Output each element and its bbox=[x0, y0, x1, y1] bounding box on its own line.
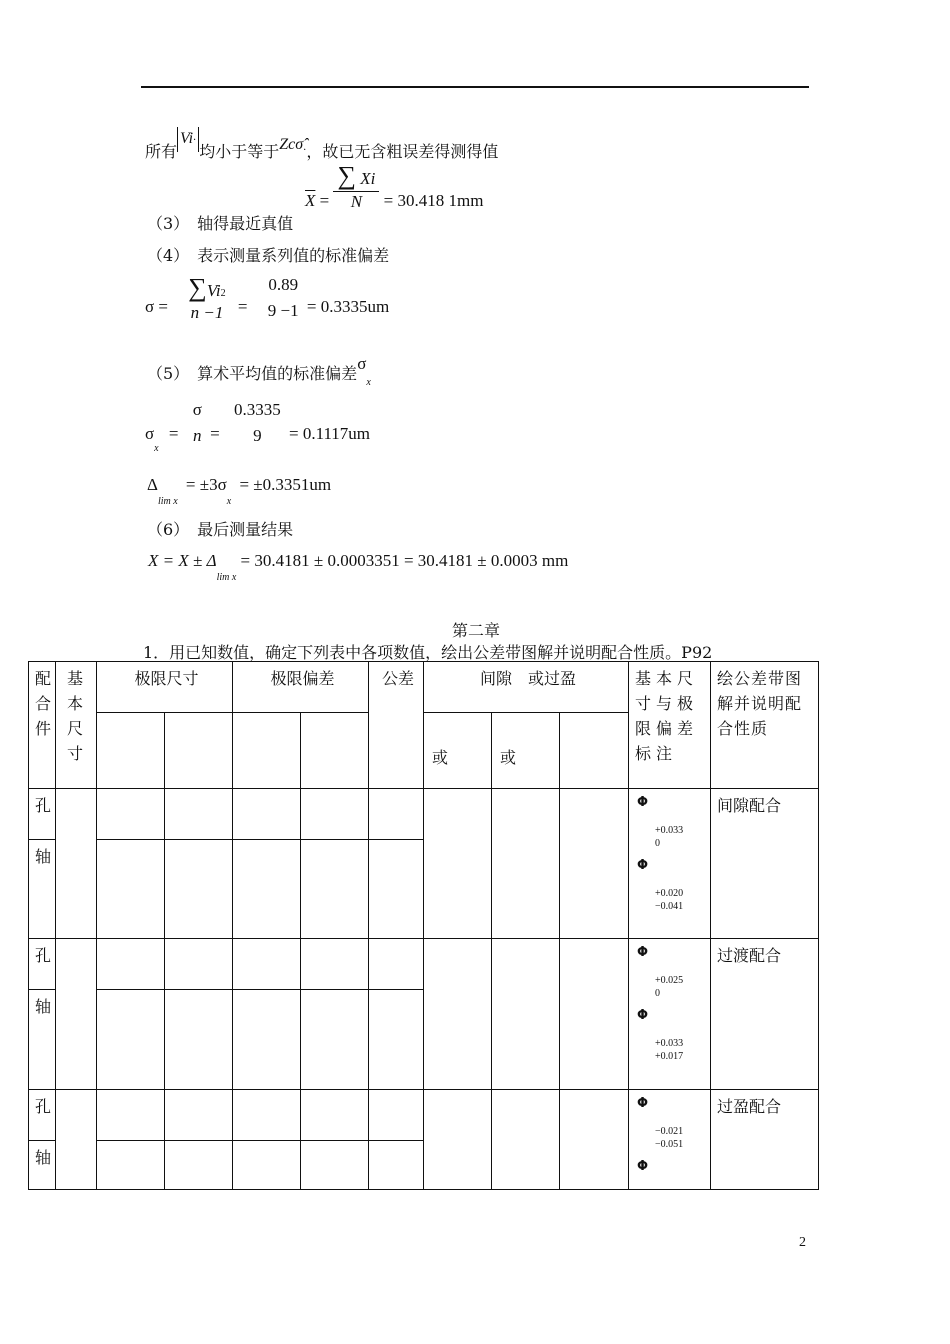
cell-blank bbox=[424, 939, 492, 1090]
fit-table bbox=[28, 661, 819, 1190]
mean-sum: ∑ bbox=[337, 161, 357, 190]
sigma-num2: 0.89 bbox=[268, 275, 299, 294]
delta-formula bbox=[147, 475, 332, 507]
vi-symbol: Vi bbox=[180, 130, 194, 147]
header-clearance: 间隙 或过盈 bbox=[424, 662, 629, 713]
shaft-upper-dev: +0.033 bbox=[655, 1038, 684, 1049]
shaft-label: 轴 bbox=[29, 990, 56, 1090]
shaft-upper-dev: +0.020 bbox=[655, 888, 684, 899]
question: 1．用已知数值，确定下列表中各项数值，绘出公差带图解并说明配合性质。P92 bbox=[143, 643, 713, 662]
cell-blank bbox=[424, 1090, 492, 1190]
cell-blank bbox=[301, 1090, 369, 1141]
cell-blank bbox=[97, 939, 165, 990]
delta-sub: lim x bbox=[157, 496, 178, 507]
result-text-2: = 30.4181 ± 0.0003351 = 30.4181 ± 0.0003 mm bbox=[240, 551, 569, 570]
sigmax-frac-2 bbox=[230, 400, 285, 446]
hole-upper-dev: +0.033 bbox=[655, 825, 684, 836]
cell-blank bbox=[233, 713, 301, 789]
cell-blank bbox=[165, 939, 233, 990]
sigma-x-formula bbox=[145, 400, 371, 454]
step-3: （3） 轴得最近真值 bbox=[147, 214, 294, 233]
sigmax-frac-1 bbox=[189, 400, 206, 446]
cell-blank bbox=[97, 789, 165, 840]
fit-type: 过盈配合 bbox=[711, 1090, 819, 1190]
header-tolerance: 公差 bbox=[369, 662, 424, 789]
sigma-den2: 9 −1 bbox=[267, 301, 299, 320]
hole-label: 孔 bbox=[29, 789, 56, 840]
cell-blank bbox=[301, 1141, 369, 1190]
sigma-sum: ∑ bbox=[188, 273, 207, 302]
delta-mid-sub: x bbox=[226, 496, 232, 507]
cell-blank bbox=[97, 713, 165, 789]
step-4: （4） 表示测量系列值的标准偏差 bbox=[147, 246, 390, 265]
intro-suffix: ，故已无含粗误差得测得值 bbox=[306, 142, 499, 161]
mean-den: N bbox=[350, 192, 363, 211]
fit-type: 间隙配合 bbox=[711, 789, 819, 939]
hole-upper-dev: +0.025 bbox=[655, 975, 684, 986]
sigma-rhs: = 0.3335um bbox=[306, 296, 390, 316]
cell-blank bbox=[165, 840, 233, 939]
header-annotation: 基本尺寸与极限偏差标注 bbox=[629, 662, 711, 789]
cell-blank bbox=[233, 939, 301, 990]
intro-prefix: 所有 bbox=[145, 142, 178, 161]
result-text-1: X = X ± Δ bbox=[148, 551, 217, 570]
cell-blank bbox=[97, 990, 165, 1090]
cell-blank bbox=[560, 789, 629, 939]
sigmax-sub: x bbox=[154, 442, 159, 454]
header-basic: 基本尺寸 bbox=[56, 662, 97, 789]
sigma-lhs: σ = bbox=[145, 296, 169, 316]
phi-shaft: Φ bbox=[637, 858, 649, 873]
annotation-cell bbox=[629, 1090, 711, 1190]
shaft-label: 轴 bbox=[29, 1141, 56, 1190]
sigmax-rhs: = 0.1117um bbox=[288, 423, 371, 443]
sigma-eq: = bbox=[237, 296, 248, 316]
cell-blank bbox=[301, 789, 369, 840]
result-formula bbox=[148, 551, 569, 583]
cell-blank bbox=[165, 1090, 233, 1141]
cell-blank bbox=[233, 1141, 301, 1190]
page-number: 2 bbox=[799, 1235, 806, 1250]
annotation-cell bbox=[629, 939, 711, 1090]
sigma-num-sup: 2 bbox=[220, 288, 226, 299]
hole-lower-dev: 0 bbox=[655, 988, 660, 999]
step-5 bbox=[147, 354, 371, 388]
sigma-num: Vi bbox=[206, 281, 221, 300]
shaft-lower-dev: −0.041 bbox=[655, 901, 684, 912]
mean-fraction bbox=[333, 161, 379, 212]
sigmax-eq1: = bbox=[168, 423, 179, 443]
hole-upper-dev: −0.021 bbox=[655, 1126, 684, 1137]
mean-rhs: = 30.418 1mm bbox=[383, 191, 484, 211]
cell-blank bbox=[560, 1090, 629, 1190]
phi-shaft: Φ bbox=[637, 1159, 649, 1174]
sigma-frac-2 bbox=[264, 275, 303, 321]
header-rule bbox=[141, 86, 809, 88]
vi-abs bbox=[177, 127, 199, 152]
hole-label: 孔 bbox=[29, 1090, 56, 1141]
cell-blank bbox=[369, 840, 424, 939]
delta-rhs: = ±0.3351um bbox=[239, 475, 332, 494]
cell-blank bbox=[369, 789, 424, 840]
delta-mid: = ±3σ bbox=[185, 475, 227, 494]
cell-blank bbox=[56, 789, 97, 939]
cell-blank bbox=[97, 1141, 165, 1190]
cell-blank bbox=[165, 789, 233, 840]
cell-blank bbox=[97, 1090, 165, 1141]
intro-line bbox=[145, 130, 499, 166]
zc-sup: · bbox=[303, 145, 307, 156]
hole-lower-dev: −0.051 bbox=[655, 1139, 684, 1150]
cell-blank bbox=[233, 840, 301, 939]
cell-blank bbox=[165, 713, 233, 789]
cell-blank bbox=[233, 990, 301, 1090]
step-5-sub: x bbox=[366, 377, 371, 388]
cell-blank bbox=[301, 990, 369, 1090]
result-sub: lim x bbox=[216, 572, 237, 583]
hole-lower-dev: 0 bbox=[655, 838, 660, 849]
delta-lhs: Δ bbox=[147, 475, 158, 494]
step-6: （6） 最后测量结果 bbox=[147, 520, 294, 539]
cell-blank bbox=[492, 789, 560, 939]
cell-blank bbox=[560, 939, 629, 1090]
header-part: 配合件 bbox=[29, 662, 56, 789]
intro-middle: 均小于等于 bbox=[199, 142, 280, 161]
sigma-frac-1 bbox=[184, 273, 229, 323]
cell-blank bbox=[369, 939, 424, 990]
sigmax-num2: 0.3335 bbox=[233, 400, 281, 419]
cell-blank bbox=[233, 1090, 301, 1141]
sigmax-eq2: = bbox=[210, 423, 220, 443]
sigma-den: n −1 bbox=[190, 303, 224, 322]
shaft-label: 轴 bbox=[29, 840, 56, 939]
cell-blank bbox=[369, 990, 424, 1090]
header-huo-2: 或 bbox=[492, 713, 560, 789]
mean-formula bbox=[305, 163, 483, 212]
cell-blank bbox=[56, 939, 97, 1090]
shaft-lower-dev: +0.017 bbox=[655, 1051, 684, 1062]
sigma-formula bbox=[145, 273, 389, 323]
hole-label: 孔 bbox=[29, 939, 56, 990]
sigmax-den2: 9 bbox=[253, 426, 262, 445]
annotation-cell bbox=[629, 789, 711, 939]
cell-blank bbox=[165, 1141, 233, 1190]
cell-blank bbox=[301, 939, 369, 990]
cell-blank bbox=[369, 1141, 424, 1190]
cell-blank bbox=[424, 789, 492, 939]
mean-eq: = bbox=[319, 191, 330, 211]
step-5-label: （5） 算术平均值的标准偏差 bbox=[147, 364, 358, 383]
sigmax-den: n bbox=[193, 426, 202, 445]
header-diagram: 绘公差带图解并说明配合性质 bbox=[711, 662, 819, 789]
phi-shaft: Φ bbox=[637, 1008, 649, 1023]
chapter-title: 第二章 bbox=[452, 621, 501, 640]
cell-blank bbox=[301, 713, 369, 789]
sigmax-num: σ bbox=[192, 400, 202, 419]
zc-symbol: Zcσ̂ bbox=[279, 136, 304, 153]
phi-hole: Φ bbox=[637, 795, 649, 810]
mean-num: Xi bbox=[360, 169, 376, 188]
cell-blank bbox=[492, 1090, 560, 1190]
cell-blank bbox=[301, 840, 369, 939]
cell-blank bbox=[165, 990, 233, 1090]
cell-blank bbox=[56, 1090, 97, 1190]
header-limit-dev: 极限偏差 bbox=[233, 662, 369, 713]
cell-blank bbox=[492, 939, 560, 1090]
phi-hole: Φ bbox=[637, 945, 649, 960]
header-limit-size: 极限尺寸 bbox=[97, 662, 233, 713]
vi-sup: · bbox=[193, 135, 197, 146]
cell-blank bbox=[233, 789, 301, 840]
fit-type: 过渡配合 bbox=[711, 939, 819, 1090]
cell-blank bbox=[97, 840, 165, 939]
phi-hole: Φ bbox=[637, 1096, 649, 1111]
cell-blank bbox=[369, 1090, 424, 1141]
step-5-sigma: σ bbox=[357, 354, 367, 373]
mean-lhs: $\overline{X}$ bbox=[305, 191, 316, 211]
sigmax-lhs: σ bbox=[145, 423, 155, 443]
cell-blank bbox=[560, 713, 629, 789]
header-huo-1: 或 bbox=[424, 713, 492, 789]
